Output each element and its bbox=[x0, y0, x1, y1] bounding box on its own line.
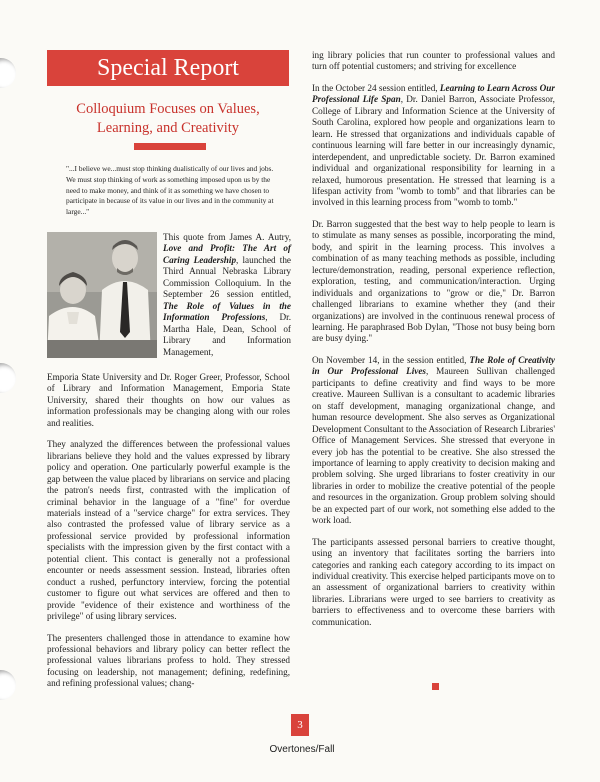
pull-quote: "...I believe we...must stop thinking dualistically of our lives and jobs. We must stop thinking of work as something imposed upon us by the need to make money, and think of it as something we have chosen to participate in because of its value in our lives and in the community at large..." bbox=[66, 164, 274, 217]
punch-hole bbox=[0, 58, 16, 88]
presenters-challenge-continued: ing library policies that run counter to professional values and turn off potential customers; and striving for excellence bbox=[312, 50, 555, 72]
section-banner: Special Report bbox=[47, 50, 289, 86]
intro-paragraph-continued: Emporia State University and Dr. Roger Greer, Professor, School of Library and Information Management, Emporia State University, shared their thoughts on how our values as information professionals may be changing along with our roles and realities. bbox=[47, 372, 290, 428]
publication-footer: Overtones/Fall bbox=[269, 744, 335, 755]
right-column bbox=[312, 50, 555, 638]
barron-paragraph: Dr. Barron suggested that the best way to help people to learn is to stimulate as many senses as possible, incorporating the mind, body, and spirit in the learning process. This involves a combination of as many teaching methods as possible, including lecture/demonstration, reading, personal experience reflection, exploration, testing, and communication/interaction. Urging individuals and organizations to "grow or die," Dr. Barron challenged librarians to examine whether they (and their organizations) are involved in the continuous renewal process of learning. He paraphrased Bob Dylan, "Those not busy being born are busy dying." bbox=[312, 218, 555, 344]
creativity-session-paragraph: On November 14, in the session entitled, The Role of Creativity in Our Professional Lives, Maureen Sullivan challenged participants to define creativity and find ways to be more creative. Maureen Sullivan is a consultant to academic libraries on staff development, managing organizational change, and human resource development. She also serves as Organizational Development Consultant to the Association of Research Libraries' Office of Management Services. She stressed that everyone in every job has the potential to be creative. She also stressed the importance of learning to apply creativity to decision making and problem solving. She urged librarians to foster creativity in our libraries in order to mobilize the creative potential of the people and resources in the organization. Group problem solving should be an expected part of our work, not something else added to the work load. bbox=[312, 354, 555, 526]
presenters-challenge-paragraph: The presenters challenged those in attendance to examine how professional behaviors and library policy can better reflect the professional values librarians profess to hold. They stressed focusing on leadership, not management; defining, redefining, and refining professional values; chang- bbox=[47, 632, 290, 689]
article-headline: Colloquium Focuses on Values, Learning, and Creativity bbox=[76, 101, 260, 136]
learning-session-paragraph: In the October 24 session entitled, Learning to Learn Across Our Professional Life Span, Dr. Daniel Barron, Associate Professor, College of Library and Information Science at the University of South Carolina, explored how people and organizations learn to learn. He stressed that organizations and individuals capable of continuous learning will fare better in our increasingly dynamic, interdependent, and unpredictable society. Dr. Barron examined individual and organizational responsibility for learning in a relaxed, humorous presentation. He stressed that learning is a lifespan activity from "womb to tomb" and that libraries can be involved in this learning process from "womb to tomb." bbox=[312, 82, 555, 208]
left-column bbox=[47, 372, 290, 690]
headline-rule bbox=[134, 143, 206, 150]
page-number: 3 bbox=[291, 714, 309, 736]
values-analysis-paragraph: They analyzed the differences between the professional values librarians believe they hold and the values expressed by library policy and operation. One particularly powerful example is the gap between the value placed by librarians on service and placing the patron's needs first, contrasted with the implication of criminal behavior in the language of a "fine" for overdue materials instead of a "service charge" for extra services. They also contrasted the professed value of library service as a professional service provided by professional information specialists with the impression given by the first contact with a potential client. This contact is generally not a professional encounter or needs assessment session. Instead, libraries often conduct a rushed, perfunctory interview, forcing the potential customer to figure out what services are offered and then to provide "evidence of their existence and worthiness of the privilege" of using library services. bbox=[47, 439, 290, 622]
end-of-article-mark bbox=[432, 683, 439, 690]
punch-hole bbox=[0, 363, 16, 393]
punch-hole bbox=[0, 670, 16, 700]
barriers-paragraph: The participants assessed personal barriers to creative thought, using an inventory that facilitates sorting the barriers into categories and ranking each category according to its impact on individual creativity. This exercise helped participants move on to an assessment of organizational barriers to creativity within libraries. Librarians were urged to see barriers to creativity as barriers to effectiveness and to overcome these barriers with communication. bbox=[312, 536, 555, 627]
presenters-photo bbox=[47, 232, 157, 358]
intro-paragraph: This quote from James A. Autry, Love and Profit: The Art of Caring Leadership, launched the Third Annual Nebraska Library Commission Colloquium. In the September 26 session entitled, The Role of Values in the Information Professions, Dr. Martha Hale, Dean, School of Library and Information Management, bbox=[163, 232, 291, 357]
